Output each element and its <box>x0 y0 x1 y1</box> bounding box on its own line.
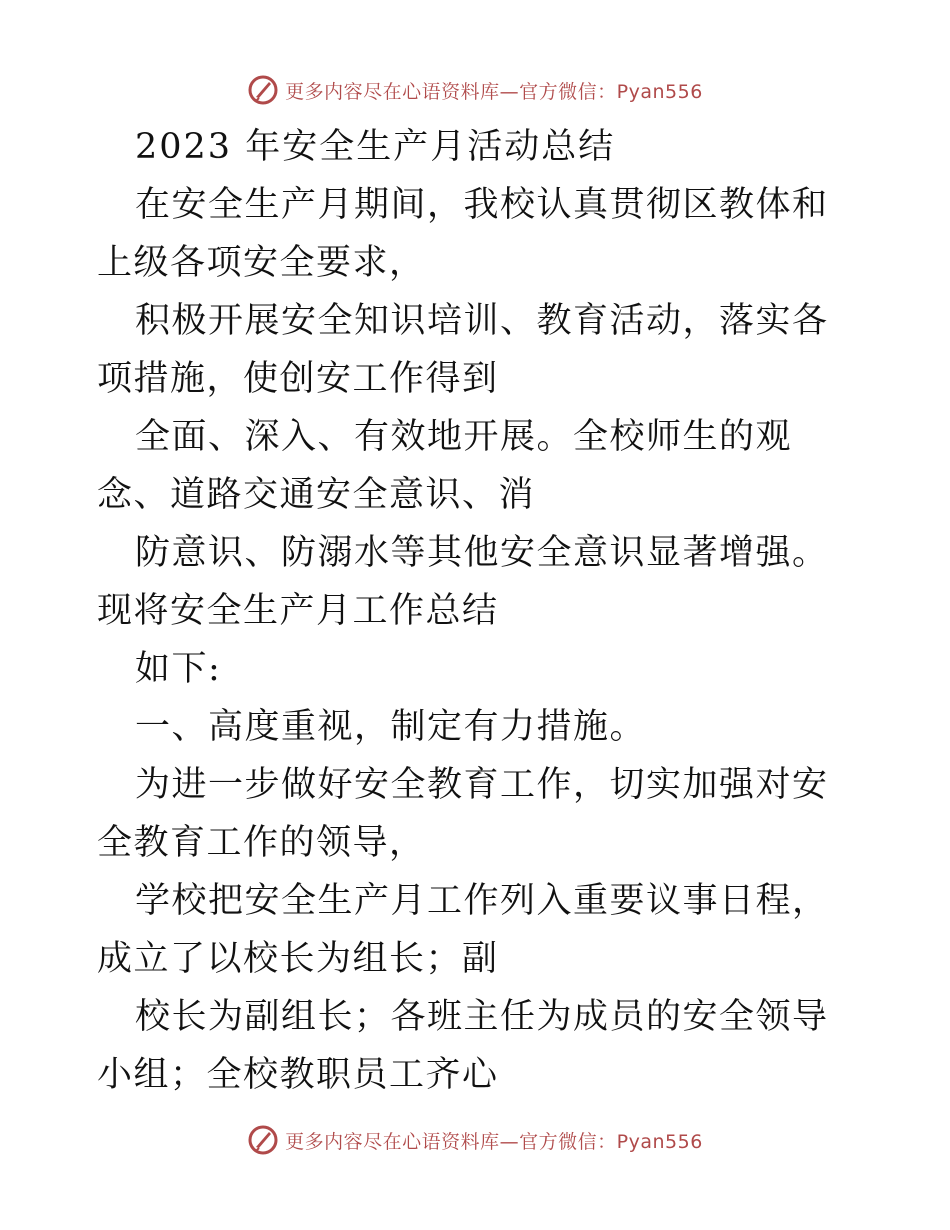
paragraph: 为进一步做好安全教育工作，切实加强对安全教育工作的领导， <box>97 765 829 863</box>
footer-watermark <box>0 1120 950 1160</box>
watermark-text: 更多内容尽在心语资料库—官方微信：Pyan556 <box>285 1130 703 1153</box>
feather-seal-icon <box>247 74 279 106</box>
paragraph: 在安全生产月期间，我校认真贯彻区教体和上级各项安全要求， <box>97 185 829 283</box>
document-body <box>97 118 857 1104</box>
section-heading: 一、高度重视，制定有力措施。 <box>135 707 647 747</box>
paragraph: 如下: <box>135 649 222 689</box>
feather-seal-icon <box>247 1124 279 1156</box>
document-title: 2023 年安全生产月活动总结 <box>135 127 616 167</box>
paragraph: 积极开展安全知识培训、教育活动，落实各项措施，使创安工作得到 <box>97 301 829 399</box>
paragraph: 学校把安全生产月工作列入重要议事日程，成立了以校长为组长；副 <box>97 881 829 979</box>
paragraph: 防意识、防溺水等其他安全意识显著增强。现将安全生产月工作总结 <box>97 533 829 631</box>
watermark-text: 更多内容尽在心语资料库—官方微信：Pyan556 <box>285 80 703 103</box>
paragraph: 校长为副组长；各班主任为成员的安全领导小组；全校教职员工齐心 <box>97 997 829 1095</box>
header-watermark <box>0 70 950 110</box>
paragraph: 全面、深入、有效地开展。全校师生的观念、道路交通安全意识、消 <box>97 417 793 515</box>
